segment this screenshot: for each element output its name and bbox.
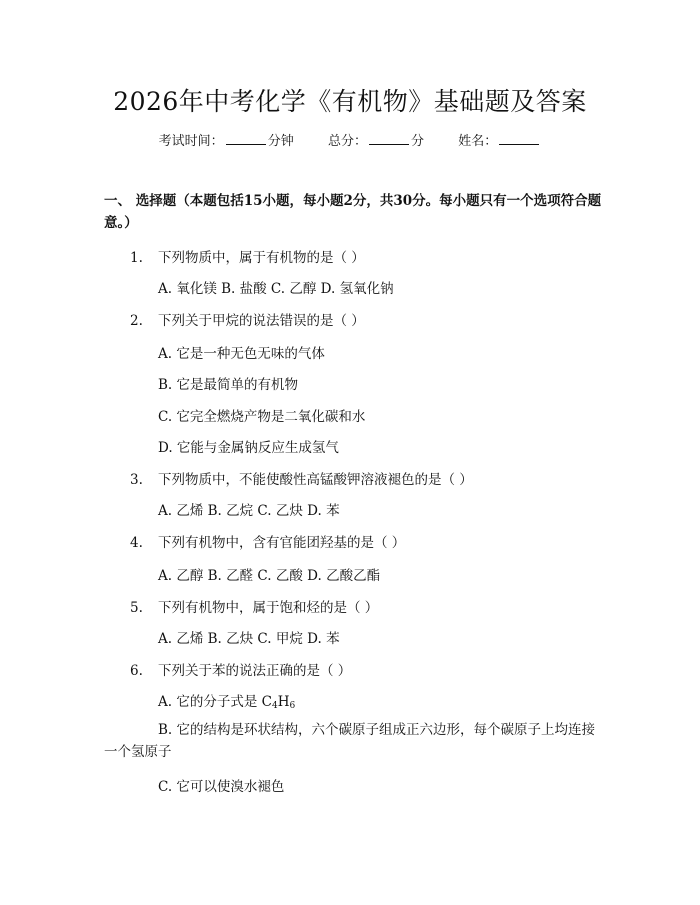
question-number: 1. [130, 250, 143, 266]
name-label: 姓名： [458, 134, 498, 149]
question-1-options: A. 氧化镁 B. 盐酸 C. 乙醇 D. 氢氧化钠 [158, 281, 394, 297]
question-number: 4. [130, 535, 143, 551]
page-title: 2026年中考化学《有机物》基础题及答案 [113, 87, 587, 116]
question-2 [130, 309, 365, 329]
question-6 [130, 659, 351, 679]
question-stem: 下列关于甲烷的说法错误的是（ ） [158, 313, 365, 329]
question-4 [130, 531, 405, 551]
time-blank [226, 132, 266, 145]
time-unit: 分钟 [267, 134, 294, 149]
question-number: 2. [130, 313, 143, 329]
name-blank [499, 132, 539, 145]
question-5 [130, 596, 378, 616]
question-1 [130, 246, 365, 266]
question-2-option-a: A. 它是一种无色无味的气体 [158, 346, 325, 362]
question-2-option-c: C. 它完全燃烧产物是二氧化碳和水 [158, 409, 366, 425]
time-label: 考试时间： [158, 134, 224, 149]
question-2-option-b: B. 它是最简单的有机物 [158, 377, 299, 393]
question-6-option-a [158, 690, 295, 711]
score-label: 总分： [327, 134, 367, 149]
question-number: 3. [130, 472, 143, 488]
question-number: 6. [130, 663, 143, 679]
score-blank [369, 132, 409, 145]
question-3-options: A. 乙烯 B. 乙烷 C. 乙炔 D. 苯 [158, 503, 340, 519]
score-unit: 分 [411, 134, 425, 149]
question-6-option-c: C. 它可以使溴水褪色 [158, 779, 285, 795]
question-stem: 下列有机物中，属于饱和烃的是（ ） [158, 600, 379, 616]
question-5-options: A. 乙烯 B. 乙炔 C. 甲烷 D. 苯 [158, 631, 340, 647]
question-4-options: A. 乙醇 B. 乙醛 C. 乙酸 D. 乙酸乙酯 [158, 568, 381, 584]
question-stem: 下列物质中，属于有机物的是（ ） [158, 250, 365, 266]
molecular-formula: $C_4H_6$ [261, 694, 296, 711]
question-6-option-b: B. 它的结构是环状结构，六个碳原子组成正六边形，每个碳原子上均连接一个氢原子 [104, 722, 596, 760]
option-text: A. 它的分子式是 [158, 694, 258, 710]
question-2-option-d: D. 它能与金属钠反应生成氢气 [158, 440, 339, 456]
question-3 [130, 468, 473, 488]
question-number: 5. [130, 600, 143, 616]
exam-meta [0, 130, 700, 149]
question-stem: 下列关于苯的说法正确的是（ ） [158, 663, 352, 679]
question-stem: 下列有机物中，含有官能团羟基的是（ ） [158, 535, 406, 551]
section-heading: 一、 选择题（本题包括15小题，每小题2分，共30分。每小题只有一个选项符合题意。） [104, 193, 602, 231]
question-stem: 下列物质中，不能使酸性高锰酸钾溶液褪色的是（ ） [158, 472, 473, 488]
